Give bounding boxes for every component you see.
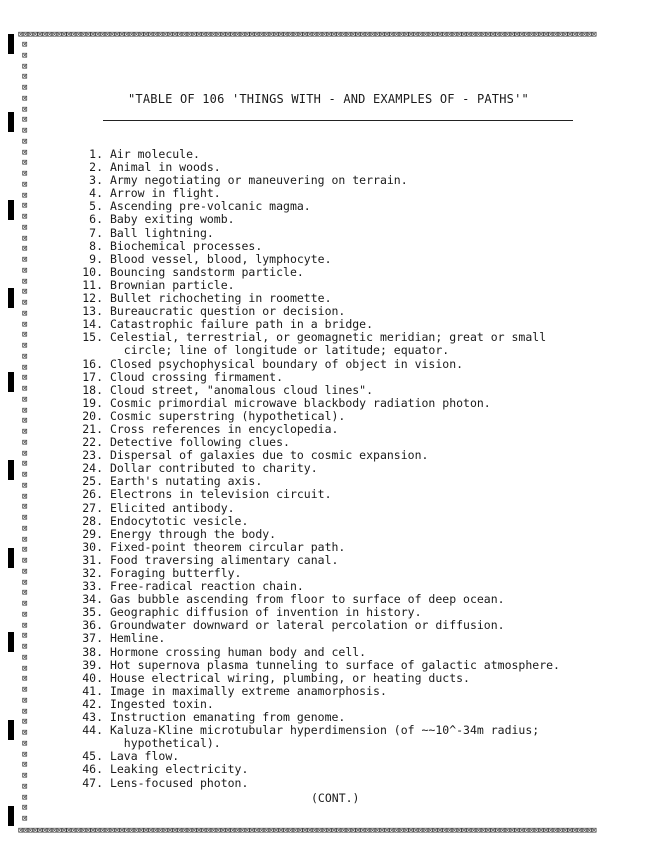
item-text: Instruction emanating from genome. (109, 710, 346, 725)
list-item (0, 213, 657, 226)
bottom-border-pattern: ⊠⊠⊠⊠⊠⊠⊠⊠⊠⊠⊠⊠⊠⊠⊠⊠⊠⊠⊠⊠⊠⊠⊠⊠⊠⊠⊠⊠⊠⊠⊠⊠⊠⊠⊠⊠⊠⊠⊠⊠⊠⊠⊠⊠⊠⊠⊠⊠⊠⊠⊠⊠⊠⊠⊠⊠⊠⊠⊠⊠⊠⊠⊠⊠⊠⊠⊠⊠⊠⊠⊠⊠⊠⊠⊠⊠⊠⊠⊠⊠⊠⊠⊠⊠⊠⊠⊠⊠⊠⊠⊠⊠⊠⊠⊠⊠⊠⊠⊠⊠⊠⊠⊠⊠⊠⊠⊠⊠⊠⊠⊠⊠⊠⊠⊠⊠⊠⊠⊠⊠ (18, 826, 597, 836)
item-number: 33. (82, 579, 103, 594)
item-number: 8. (89, 238, 103, 253)
page-title: "TABLE OF 106 'THINGS WITH - AND EXAMPLES OF - PATHS'" (128, 92, 529, 106)
item-text: Bouncing sandstorm particle. (109, 264, 304, 279)
tractor-feed-mark (8, 806, 14, 826)
item-number: 5. (89, 199, 103, 214)
item-text: Catastrophic failure path in a bridge. (109, 317, 374, 332)
item-text: Ingested toxin. (109, 696, 214, 711)
item-text: Arrow in flight. (109, 186, 221, 201)
item-text: Cosmic primordial microwave blackbody radiation photon. (109, 395, 491, 410)
item-number: 34. (82, 592, 103, 607)
item-number: 41. (82, 683, 103, 698)
paths-list (0, 148, 657, 790)
item-number: 31. (82, 552, 103, 567)
item-number: 1. (89, 147, 103, 161)
item-text: Brownian particle. (109, 277, 235, 292)
item-text: Free-radical reaction chain. (109, 579, 304, 594)
item-number: 40. (82, 670, 103, 685)
item-text: Hemline. (109, 631, 166, 646)
item-text: Closed psychophysical boundary of object in vision. (109, 356, 464, 371)
item-number: 25. (82, 474, 103, 489)
item-text: Geographic diffusion of invention in history. (109, 605, 422, 620)
list-item (0, 777, 657, 790)
left-border-pattern: ⊠ ⊠ ⊠ ⊠ ⊠ ⊠ ⊠ ⊠ ⊠ ⊠ ⊠ ⊠ ⊠ ⊠ ⊠ ⊠ ⊠ ⊠ ⊠ ⊠ ⊠ ⊠ ⊠ ⊠ ⊠ ⊠ ⊠ ⊠ ⊠ ⊠ ⊠ ⊠ ⊠ ⊠ ⊠ ⊠ ⊠ ⊠ ⊠ ⊠ ⊠ ⊠ ⊠ ⊠ ⊠ ⊠ ⊠ ⊠ ⊠ ⊠ ⊠ ⊠ ⊠ ⊠ ⊠ ⊠ ⊠ ⊠ ⊠ ⊠ ⊠ ⊠ ⊠ ⊠ ⊠ ⊠ ⊠ ⊠ ⊠ ⊠ ⊠ ⊠ ⊠ (22, 40, 28, 824)
item-text: Cross references in encyclopedia. (109, 421, 339, 436)
item-number: 14. (82, 317, 103, 332)
item-text: Celestial, terrestrial, or geomagnetic meridian; great or small circle; line of longitude or latitude; equator. (109, 330, 547, 358)
list-item (0, 266, 657, 279)
item-number: 38. (82, 644, 103, 659)
item-number: 9. (89, 251, 103, 266)
continued-label: (CONT.) (311, 791, 360, 805)
item-number: 46. (82, 762, 103, 777)
list-item (0, 488, 657, 501)
item-number: 24. (82, 461, 103, 476)
list-item (0, 253, 657, 266)
item-text: Ascending pre-volcanic magma. (109, 199, 311, 214)
item-number: 3. (89, 173, 103, 188)
item-number: 43. (82, 710, 103, 725)
item-number: 13. (82, 304, 103, 319)
item-text: Bullet richocheting in roomette. (109, 291, 332, 306)
item-text: Groundwater downward or lateral percolation or diffusion. (109, 618, 505, 633)
item-text: Food traversing alimentary canal. (109, 552, 339, 567)
item-text: Image in maximally extreme anamorphosis. (109, 683, 387, 698)
item-number: 45. (82, 749, 103, 764)
item-text: Dispersal of galaxies due to cosmic expansion. (109, 448, 429, 463)
item-text: House electrical wiring, plumbing, or heating ducts. (109, 670, 470, 685)
list-item (0, 763, 657, 776)
item-text: Bureaucratic question or decision. (109, 304, 346, 319)
item-number: 36. (82, 618, 103, 633)
item-text: Energy through the body. (109, 526, 277, 541)
title-underline (103, 120, 573, 121)
item-number: 19. (82, 395, 103, 410)
item-number: 22. (82, 435, 103, 450)
list-item (0, 502, 657, 515)
item-text: Blood vessel, blood, lymphocyte. (109, 251, 332, 266)
item-text: Cloud street, "anomalous cloud lines". (109, 382, 374, 397)
item-number: 26. (82, 487, 103, 502)
item-number: 39. (82, 657, 103, 672)
item-text: Gas bubble ascending from floor to surface of deep ocean. (109, 592, 505, 607)
item-number: 44. (82, 723, 103, 738)
item-number: 47. (82, 775, 103, 790)
item-number: 6. (89, 212, 103, 227)
item-number: 15. (82, 330, 103, 345)
list-item (0, 227, 657, 240)
item-text: Cloud crossing firmament. (109, 369, 284, 384)
item-text: Hot supernova plasma tunneling to surface of galactic atmosphere. (109, 657, 560, 672)
item-text: Kaluza-Kline microtubular hyperdimension (of ~~10^-34m radius; hypothetical). (109, 723, 540, 751)
item-number: 11. (82, 277, 103, 292)
item-number: 29. (82, 526, 103, 541)
item-text: Endocytotic vesicle. (109, 513, 249, 528)
item-text: Hormone crossing human body and cell. (109, 644, 367, 659)
item-text: Lens-focused photon. (109, 775, 249, 790)
item-number: 17. (82, 369, 103, 384)
item-number: 23. (82, 448, 103, 463)
item-number: 16. (82, 356, 103, 371)
item-number: 30. (82, 539, 103, 554)
item-text: Detective following clues. (109, 435, 290, 450)
item-text: Leaking electricity. (109, 762, 249, 777)
item-number: 18. (82, 382, 103, 397)
item-text: Baby exiting womb. (109, 212, 235, 227)
item-number: 28. (82, 513, 103, 528)
list-item (0, 685, 657, 698)
item-text: Electrons in television circuit. (109, 487, 332, 502)
item-text: Earth's nutating axis. (109, 474, 263, 489)
item-number: 4. (89, 186, 103, 201)
item-text: Cosmic superstring (hypothetical). (109, 408, 346, 423)
list-item (0, 724, 657, 750)
item-number: 2. (89, 160, 103, 175)
item-number: 27. (82, 500, 103, 515)
item-number: 42. (82, 696, 103, 711)
item-number: 10. (82, 264, 103, 279)
item-text: Army negotiating or maneuvering on terrain. (109, 173, 408, 188)
item-number: 32. (82, 566, 103, 580)
tractor-feed-mark (8, 112, 14, 132)
item-text: Ball lightning. (109, 225, 214, 240)
item-text: Air molecule. (109, 147, 200, 161)
item-text: Animal in woods. (109, 160, 221, 175)
item-text: Foraging butterfly. (109, 566, 242, 580)
tractor-feed-mark (8, 34, 14, 54)
item-number: 20. (82, 408, 103, 423)
list-item (0, 515, 657, 528)
top-border-pattern: ⊠⊠⊠⊠⊠⊠⊠⊠⊠⊠⊠⊠⊠⊠⊠⊠⊠⊠⊠⊠⊠⊠⊠⊠⊠⊠⊠⊠⊠⊠⊠⊠⊠⊠⊠⊠⊠⊠⊠⊠⊠⊠⊠⊠⊠⊠⊠⊠⊠⊠⊠⊠⊠⊠⊠⊠⊠⊠⊠⊠⊠⊠⊠⊠⊠⊠⊠⊠⊠⊠⊠⊠⊠⊠⊠⊠⊠⊠⊠⊠⊠⊠⊠⊠⊠⊠⊠⊠⊠⊠⊠⊠⊠⊠⊠⊠⊠⊠⊠⊠⊠⊠⊠⊠⊠⊠⊠⊠⊠⊠⊠⊠⊠⊠⊠⊠⊠⊠⊠⊠ (18, 30, 597, 40)
item-text: Lava flow. (109, 749, 180, 764)
item-text: Fixed-point theorem circular path. (109, 539, 346, 554)
list-item (0, 331, 657, 357)
item-text: Dollar contributed to charity. (109, 461, 318, 476)
item-number: 7. (89, 225, 103, 240)
item-number: 21. (82, 421, 103, 436)
item-number: 37. (82, 631, 103, 646)
item-text: Elicited antibody. (109, 500, 235, 515)
list-item (0, 358, 657, 371)
item-text: Biochemical processes. (109, 238, 263, 253)
item-number: 12. (82, 291, 103, 306)
item-number: 35. (82, 605, 103, 620)
